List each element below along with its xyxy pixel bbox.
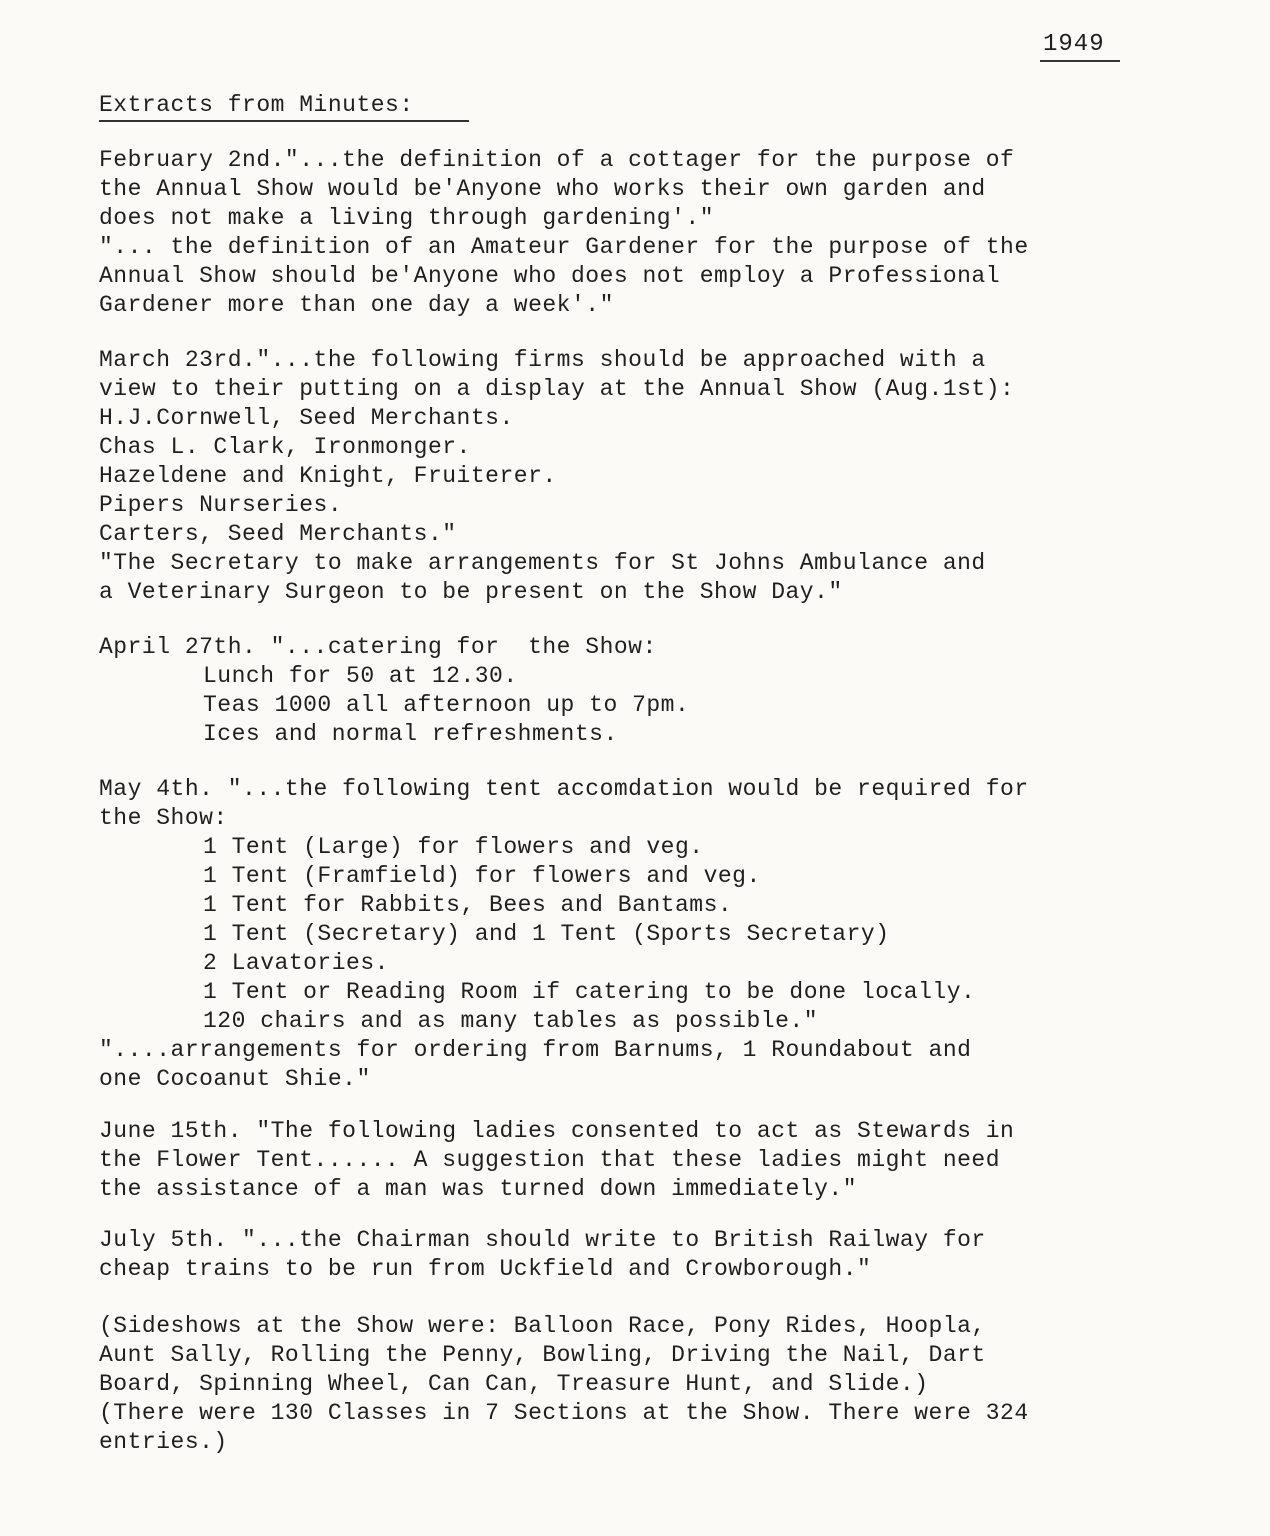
entry-february [99, 146, 1249, 320]
page-heading: Extracts from Minutes: [99, 92, 414, 118]
entry-line: H.J.Cornwell, Seed Merchants. [99, 405, 514, 431]
entry-line: the Annual Show would be'Anyone who works their own garden and [99, 176, 986, 202]
entry-line: "... the definition of an Amateur Gardener for the purpose of the [99, 234, 1029, 260]
tent-item: 1 Tent (Large) for flowers and veg. [203, 834, 704, 860]
entry-line: July 5th. "...the Chairman should write to British Railway for [99, 1227, 986, 1253]
entry-line: the Show: [99, 805, 228, 831]
entry-april [99, 633, 1249, 749]
entry-march [99, 346, 1249, 607]
page-year: 1949 [1043, 31, 1105, 58]
sideshow-notes [99, 1312, 1249, 1457]
entry-line: Gardener more than one day a week'." [99, 292, 614, 318]
tent-item: 1 Tent or Reading Room if catering to be done locally. [203, 979, 976, 1005]
tent-item: 1 Tent for Rabbits, Bees and Bantams. [203, 892, 733, 918]
entry-line: the Flower Tent...... A suggestion that these ladies might need [99, 1147, 1001, 1173]
note-line: Board, Spinning Wheel, Can Can, Treasure Hunt, and Slide.) [99, 1371, 929, 1397]
entry-line: February 2nd."...the definition of a cottager for the purpose of [99, 147, 1015, 173]
note-line: (Sideshows at the Show were: Balloon Race, Pony Rides, Hoopla, [99, 1313, 986, 1339]
tent-item: 2 Lavatories. [203, 950, 389, 976]
catering-item: Teas 1000 all afternoon up to 7pm. [203, 692, 690, 718]
year-underline [1040, 60, 1120, 62]
catering-item: Ices and normal refreshments. [203, 721, 618, 747]
tent-item: 120 chairs and as many tables as possible." [203, 1008, 818, 1034]
entry-line: "The Secretary to make arrangements for St Johns Ambulance and [99, 550, 986, 576]
entry-line: a Veterinary Surgeon to be present on the Show Day." [99, 579, 843, 605]
entry-june [99, 1117, 1249, 1204]
entry-line: June 15th. "The following ladies consented to act as Stewards in [99, 1118, 1015, 1144]
tent-item: 1 Tent (Framfield) for flowers and veg. [203, 863, 761, 889]
entry-line: does not make a living through gardening'." [99, 205, 714, 231]
note-line: (There were 130 Classes in 7 Sections at the Show. There were 324 [99, 1400, 1029, 1426]
entry-line: April 27th. "...catering for the Show: [99, 634, 657, 660]
entry-july [99, 1226, 1249, 1284]
entry-line: March 23rd."...the following firms should be approached with a [99, 347, 986, 373]
entry-line: Hazeldene and Knight, Fruiterer. [99, 463, 557, 489]
entry-line: Carters, Seed Merchants." [99, 521, 457, 547]
entry-may [99, 775, 1249, 1094]
catering-item: Lunch for 50 at 12.30. [203, 663, 518, 689]
entry-line: Annual Show should be'Anyone who does not employ a Professional [99, 263, 1001, 289]
entry-line: the assistance of a man was turned down immediately." [99, 1176, 858, 1202]
entry-line: Chas L. Clark, Ironmonger. [99, 434, 471, 460]
entry-line: view to their putting on a display at the Annual Show (Aug.1st): [99, 376, 1015, 402]
heading-underline [99, 120, 469, 122]
entry-line: "....arrangements for ordering from Barnums, 1 Roundabout and [99, 1037, 972, 1063]
entry-line: cheap trains to be run from Uckfield and Crowborough." [99, 1256, 872, 1282]
entry-line: one Cocoanut Shie." [99, 1066, 371, 1092]
note-line: entries.) [99, 1429, 228, 1455]
tent-item: 1 Tent (Secretary) and 1 Tent (Sports Secretary) [203, 921, 890, 947]
note-line: Aunt Sally, Rolling the Penny, Bowling, Driving the Nail, Dart [99, 1342, 986, 1368]
entry-line: May 4th. "...the following tent accomdation would be required for [99, 776, 1029, 802]
entry-line: Pipers Nurseries. [99, 492, 343, 518]
